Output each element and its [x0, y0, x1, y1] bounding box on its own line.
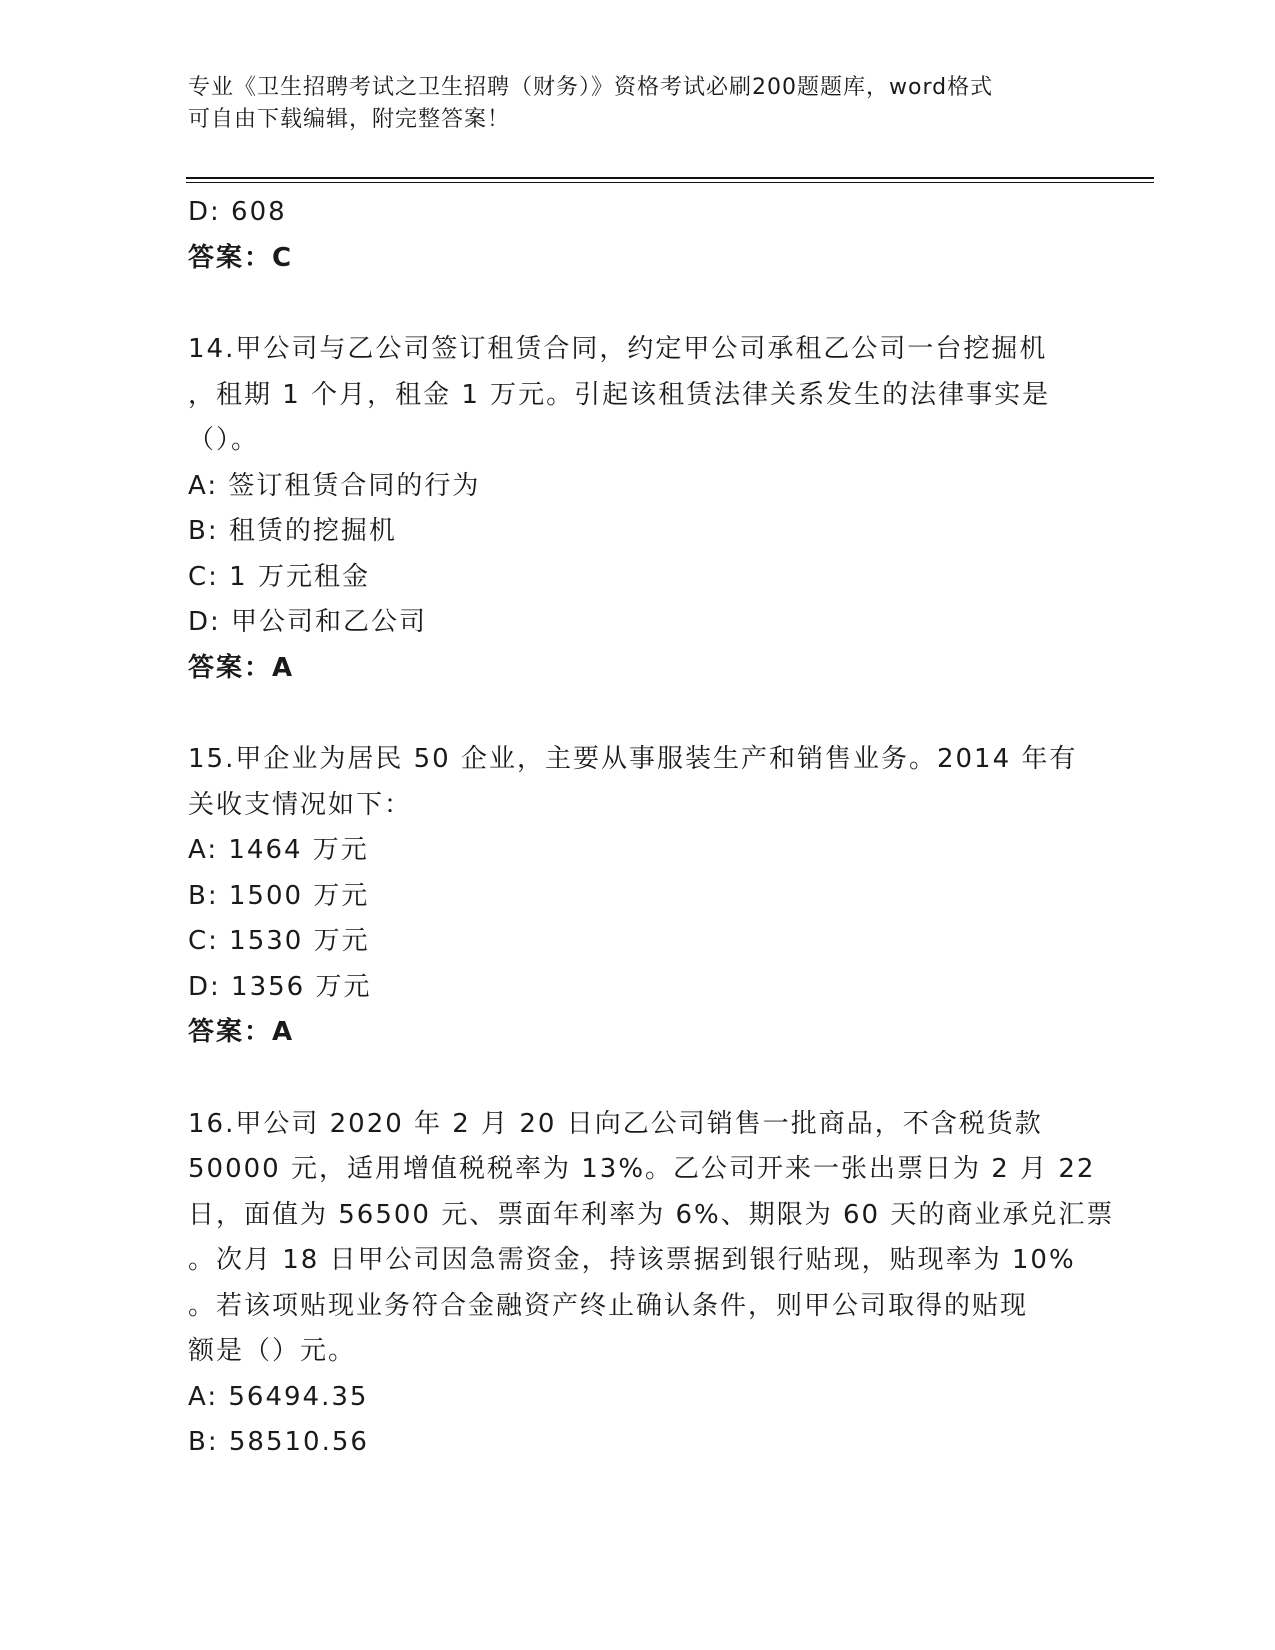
header-line-1: 专业《卫生招聘考试之卫生招聘（财务）》资格考试必刷200题题库，word格式 [188, 75, 994, 100]
header-line-2: 可自由下载编辑，附完整答案！ [188, 107, 511, 132]
question-13-tail [188, 190, 1088, 281]
document-header [188, 72, 1088, 136]
option-b: B: 58510.56 [188, 1427, 369, 1457]
option-c: C: 1 万元租金 [188, 561, 370, 592]
option-a: A: 签订租赁合同的行为 [188, 470, 481, 501]
option-a: A: 1464 万元 [188, 835, 369, 865]
header-rule-thick [186, 177, 1154, 179]
spacer [188, 281, 1088, 327]
question-16 [188, 1102, 1115, 1466]
option-c: C: 1530 万元 [188, 926, 370, 956]
option-d: D: 608 [188, 197, 287, 227]
question-text-line: 。次月 18 日甲公司因急需资金，持该票据到银行贴现，贴现率为 10% [188, 1245, 1076, 1275]
question-text-line: 日，面值为 56500 元、票面年利率为 6%、期限为 60 天的商业承兑汇票 [188, 1199, 1115, 1230]
spacer [188, 691, 1088, 737]
question-text-line: 14.甲公司与乙公司签订租赁合同，约定甲公司承租乙公司一台挖掘机 [188, 334, 1048, 364]
question-14 [188, 327, 1088, 691]
question-text-line: 关收支情况如下： [188, 789, 413, 820]
option-d: D: 1356 万元 [188, 971, 372, 1002]
option-a: A: 56494.35 [188, 1381, 369, 1412]
option-b: B: 1500 万元 [188, 880, 370, 911]
document-body [188, 190, 1115, 1466]
answer-line: 答案：A [188, 1017, 295, 1047]
question-text-line: ，租期 1 个月，租金 1 万元。引起该租赁法律关系发生的法律事实是 [188, 379, 1051, 410]
option-b: B: 租赁的挖掘机 [188, 516, 397, 546]
answer-line: 答案：A [188, 652, 295, 683]
question-text-line: 额是（）元。 [188, 1336, 357, 1366]
question-text-line: 50000 元，适用增值税税率为 13%。乙公司开来一张出票日为 2 月 22 [188, 1154, 1096, 1184]
spacer [188, 1056, 1088, 1102]
question-text-line: 15.甲企业为居民 50 企业，主要从事服装生产和销售业务。2014 年有 [188, 744, 1078, 774]
question-text-line: 。若该项贴现业务符合金融资产终止确认条件，则甲公司取得的贴现 [188, 1290, 1029, 1321]
header-rule-thin [186, 182, 1154, 183]
question-text-line: 16.甲公司 2020 年 2 月 20 日向乙公司销售一批商品，不含税货款 [188, 1108, 1043, 1139]
question-15 [188, 737, 1088, 1056]
answer-line: 答案：C [188, 242, 294, 273]
option-d: D: 甲公司和乙公司 [188, 607, 428, 637]
question-text-line: （）。 [188, 425, 260, 455]
